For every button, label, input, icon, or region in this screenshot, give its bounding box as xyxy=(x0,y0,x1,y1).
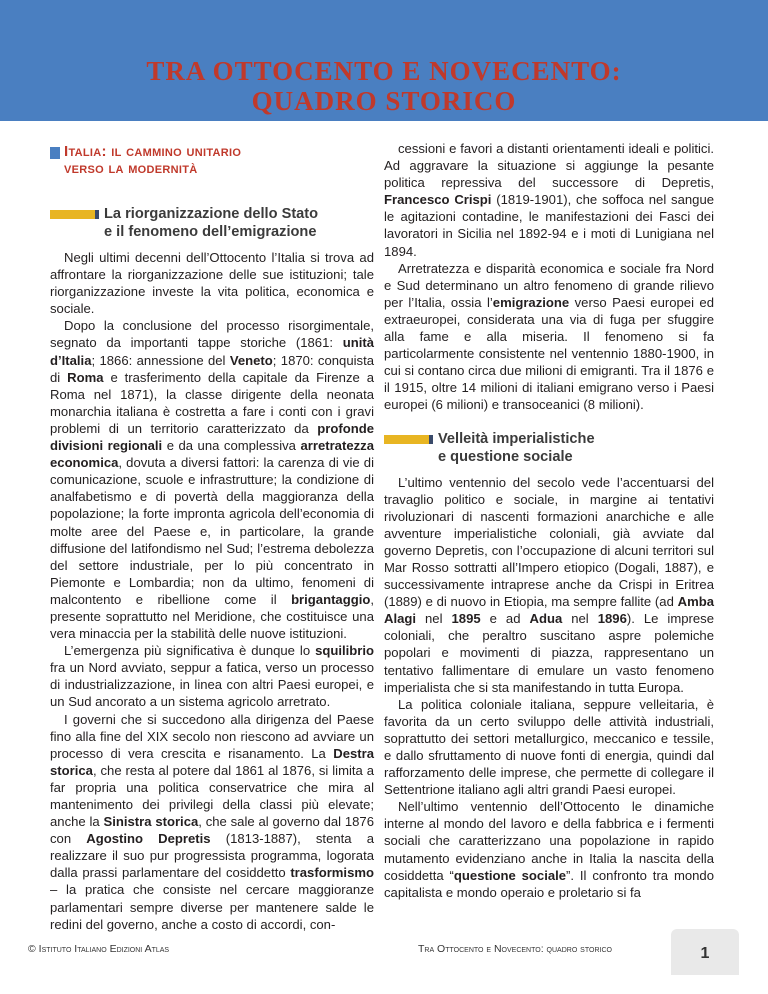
footer-running-title: Tra Ottocento e Novecento: quadro storico xyxy=(418,943,612,955)
right-body-text-a xyxy=(384,140,714,414)
left-column xyxy=(50,140,374,933)
paragraph xyxy=(50,711,374,933)
paragraph xyxy=(50,317,374,642)
bold-term: Francesco Crispi xyxy=(384,192,492,208)
text-run: Dopo la conclusione del processo risorgimentale, segnato da importanti tappe storiche (1861: xyxy=(50,318,374,351)
bold-term: Destra storica xyxy=(50,745,374,778)
subsection-bar-icon xyxy=(50,210,99,219)
text-run: I governi che si succedono alla dirigenza del Paese fino alla fine del XIX secolo non riescono ad avviare un processo di vera crescita e risanamento. La xyxy=(50,711,374,761)
text-run: (1819-1901), che soffoca nel sangue le agitazioni contadine, le manifestazioni dei Fasci dei lavoratori in Sicilia nel 1892-94 e i moti di Lunigiana nel 1894. xyxy=(384,192,715,259)
footer-copyright: © Istituto Italiano Edizioni Atlas xyxy=(28,943,170,955)
bold-term: questione sociale xyxy=(453,867,567,883)
text-run: , presente soprattutto nel Meridione, che costituisce una vera minaccia per la stabilità delle nuove istituzioni. xyxy=(50,591,374,642)
subsection-title: Velleità imperialistiche e questione sociale xyxy=(438,430,595,465)
paragraph xyxy=(384,798,714,901)
text-run: La politica coloniale italiana, seppure velleitaria, è favorita da un certo sviluppo delle attività industriali, soprattutto dei settori metallurgico, meccanico e tessile, e dallo sfruttamento di nuove fonti di energia, quindi dal rafforzamento delle imprese, che permette di collegare il Settentrione italiano agli altri grandi Paesi europei. xyxy=(384,696,714,798)
page-title xyxy=(0,56,768,116)
text-run: , che resta al potere dal 1861 al 1876, si limita a far propria una politica conservatrice che mira al mantenimento dei privilegi della classi più elevate; anche la xyxy=(50,762,374,830)
right-body-text-b xyxy=(384,474,714,901)
bold-term: Adua xyxy=(529,611,563,627)
paragraph xyxy=(384,260,714,414)
text-run: – la pratica che consiste nel cercare maggioranze parlamentari sempre diverse per mantenere salde le redini del governo, anche a costo di accordi, con- xyxy=(50,882,374,932)
right-column xyxy=(384,140,714,901)
bold-term: unità d’Italia xyxy=(50,335,374,368)
bold-term: profonde divisioni regionali xyxy=(50,420,374,454)
text-run: e da una complessiva xyxy=(162,438,301,454)
paragraph xyxy=(50,642,374,710)
section-marker-icon xyxy=(50,147,60,159)
subsection-title: La riorganizzazione dello Stato e il fenomeno dell’emigrazione xyxy=(104,206,319,240)
text-run: Arretratezza e disparità economica e sociale fra Nord e Sud determinano un altro fenomeno di grande rilievo per l’Italia, ossia l’ xyxy=(384,260,714,310)
bold-term: emigrazione xyxy=(492,294,570,310)
bold-term: Roma xyxy=(67,369,104,385)
bold-term: trasformismo xyxy=(290,865,374,881)
left-body-text xyxy=(50,249,374,933)
text-run: nel xyxy=(562,611,598,627)
text-run: , che sale al governo dal 1876 con xyxy=(50,814,374,847)
bold-term: Veneto xyxy=(229,352,273,368)
bold-term: Agostino Depretis xyxy=(86,831,211,847)
text-run: Negli ultimi decenni dell’Ottocento l’Italia si trova ad affrontare la riorganizzazione delle sue istituzioni; tale riorganizzazione investe la vita politica, economica e sociale. xyxy=(50,250,374,317)
section-heading xyxy=(50,143,374,177)
section-title: Italia: il cammino unitario verso la modernità xyxy=(64,143,242,177)
paragraph xyxy=(384,474,714,696)
bold-term: 1896 xyxy=(597,611,627,627)
bold-term: arretratezza economica xyxy=(50,438,374,471)
page-title-line2: QUADRO STORICO xyxy=(251,86,517,116)
text-run: ). Le imprese coloniali, che peraltro suscitano aspre polemiche popolari e movimenti di piazza, rappresentano un tentativo fallimentare di emulare un vasto fenomeno imperialista che si sta manifestando in tutta Europa. xyxy=(384,611,714,695)
page-number: 1 xyxy=(700,945,710,962)
bold-term: Amba Alagi xyxy=(384,594,714,627)
text-run: ”. Il confronto tra mondo capitalista e mondo operaio e proletario si fa xyxy=(384,867,714,900)
text-run: fra un Nord avviato, seppur a fatica, verso un processo di industrializzazione, in linea con altri Paesi europei, e un Sud ancorato a un sistema agricolo arretrato. xyxy=(50,660,374,710)
paragraph xyxy=(50,249,374,317)
text-run: verso Paesi europei ed extraeuropei, considerata una via di fuga per sfuggire alla fame e alla miseria. Il fenomeno si fa particolarmente consistente nel ventennio 1880-1900, in cui si contano circa due milioni di emigranti. Tra il 1876 e il 1915, oltre 14 milioni di italiani emigrano verso i Paesi europei (6 milioni) e transoceanici (8 milioni). xyxy=(384,294,714,413)
text-run: , dovuta a diversi fattori: la carenza di vie di comunicazione, scuole e infrastrutture; la condizione di analfabetismo e di povertà della maggioranza della popolazione; la forte impronta agricola dell’economia di molte aree del Paese e, in particolare, la grande diffusione del latifondismo nel Sud; l’estrema debolezza del settore industriale, per lo più concentrato in Piemonte e Lombardia; non da ultimo, fenomeni di malcontento e ribellione come il xyxy=(50,455,374,607)
subsection-bar-icon xyxy=(384,435,433,444)
text-run: nel xyxy=(416,611,452,627)
subsection-heading-2 xyxy=(384,430,714,466)
bold-term: 1895 xyxy=(451,611,481,627)
paragraph xyxy=(384,696,714,799)
text-run: e trasferimento della capitale da Firenze a Roma nel 1871), la classe dirigente della neonata monarchia italiana è costretta a fare i conti con i gravi problemi di un territorio caratterizzato da xyxy=(50,369,374,436)
text-run: ; 1866: annessione del xyxy=(91,352,230,368)
bold-term: Sinistra storica xyxy=(103,814,199,830)
text-run: (1813-1887), stenta a realizzare il suo pur progressista programma, logorata dalla prassi parlamentare del cosiddetto xyxy=(50,831,375,881)
text-run: e ad xyxy=(480,611,530,627)
paragraph xyxy=(384,140,714,260)
text-run: ; 1870: conquista di xyxy=(50,352,374,385)
text-run: L’emergenza più significativa è dunque lo xyxy=(64,643,316,659)
bold-term: brigantaggio xyxy=(291,591,371,607)
subsection-heading-1 xyxy=(50,205,374,241)
bold-term: squilibrio xyxy=(315,643,374,659)
text-run: Nell’ultimo ventennio dell’Ottocento le dinamiche interne al mondo del lavoro e della fabbrica e i fermenti sociali che caratterizzano una popolazione in rapido mutamento evidenziano anche in Italia la nascita della cosiddetta “ xyxy=(384,799,714,883)
page-title-line1: TRA OTTOCENTO E NOVECENTO: xyxy=(146,56,622,86)
text-run: cessioni e favori a distanti orientamenti ideali e politici. Ad aggravare la situazione si aggiunge la pesante politica repressiva del successore di Depretis, xyxy=(384,141,714,191)
text-run: L’ultimo ventennio del secolo vede l’accentuarsi del travaglio politico e sociale, in margine ai tentativi rivoluzionari di nascenti formazioni anarchiche e alle avventure imperialistiche coloniali, già avviate dal governo Depretis, con l’occupazione di alcuni territori sul Mar Rosso sottratti all’Impero etiopico (Dogali, 1887), e successivamente intraprese anche da Crispi in Eritrea (1889) e di nuovo in Etiopia, ma sempre fallite (ad xyxy=(384,474,714,610)
